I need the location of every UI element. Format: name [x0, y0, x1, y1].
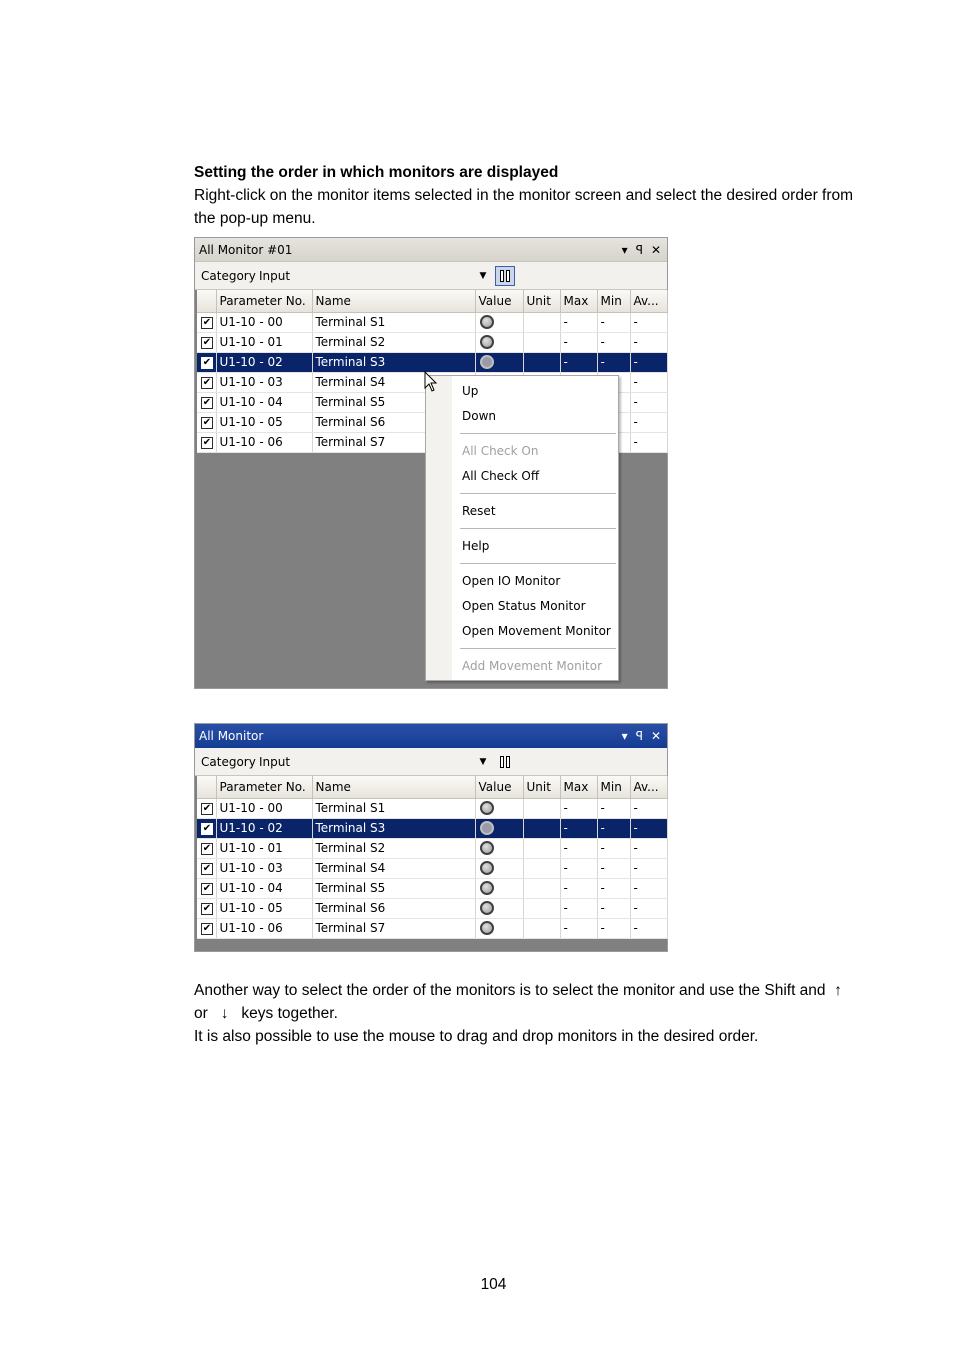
close-icon[interactable]: ✕ [650, 729, 661, 743]
header-checkbox [197, 290, 216, 312]
name-cell: Terminal S6 [312, 412, 475, 432]
checkbox-checked-icon[interactable]: ✔ [202, 316, 212, 328]
checkbox-checked-icon[interactable]: ✔ [202, 822, 212, 834]
outro-text-1c: keys together. [241, 1005, 338, 1022]
status-lamp-icon [480, 801, 494, 815]
menu-separator [460, 493, 616, 494]
unit-cell [523, 352, 560, 372]
outro-line-2 [194, 1002, 874, 1025]
param-cell: U1-10 - 06 [216, 918, 312, 938]
av-cell: - [630, 818, 667, 838]
name-cell: Terminal S5 [312, 878, 475, 898]
param-cell: U1-10 - 04 [216, 878, 312, 898]
unit-cell [523, 858, 560, 878]
min-cell: - [597, 352, 630, 372]
param-cell: U1-10 - 02 [216, 818, 312, 838]
col-name[interactable]: Name [312, 776, 475, 798]
intro-paragraph: Right-click on the monitor items selected in the monitor screen and select the desired order from the pop-up menu. [194, 187, 854, 227]
pin-icon[interactable]: ꟼ [635, 242, 643, 257]
name-cell: Terminal S6 [312, 898, 475, 918]
outro-paragraph [194, 979, 874, 1048]
min-cell: - [597, 858, 630, 878]
param-cell: U1-10 - 04 [216, 392, 312, 412]
status-lamp-icon [480, 841, 494, 855]
arrow-down-icon: ↓ [220, 1005, 229, 1022]
checkbox-checked-icon[interactable]: ✔ [202, 882, 212, 894]
max-cell: - [560, 332, 597, 352]
status-lamp-icon [480, 901, 494, 915]
table-row[interactable] [197, 332, 667, 352]
av-cell: - [630, 352, 667, 372]
name-cell: Terminal S3 [312, 352, 475, 372]
dropdown-arrow-icon[interactable]: ▾ [621, 242, 628, 257]
checkbox-checked-icon[interactable]: ✔ [202, 436, 212, 448]
menu-separator [460, 563, 616, 564]
context-menu [425, 375, 619, 681]
av-cell: - [630, 878, 667, 898]
av-cell: - [630, 858, 667, 878]
close-icon[interactable]: ✕ [650, 242, 661, 257]
col-max[interactable]: Max [560, 290, 597, 312]
name-cell: Terminal S5 [312, 392, 475, 412]
menu-item-all-check-off[interactable]: All Check Off [462, 469, 540, 483]
col-parameter-no[interactable]: Parameter No. [216, 290, 312, 312]
mouse-cursor-icon [424, 371, 440, 395]
max-cell: - [560, 838, 597, 858]
param-cell: U1-10 - 01 [216, 838, 312, 858]
name-cell: Terminal S7 [312, 432, 475, 452]
menu-item-reset[interactable]: Reset [462, 504, 496, 518]
av-cell: - [630, 798, 667, 818]
min-cell: - [597, 918, 630, 938]
min-cell: - [597, 332, 630, 352]
category-label: Category [201, 268, 256, 283]
col-average[interactable]: Av... [630, 776, 667, 798]
checkbox-checked-icon[interactable]: ✔ [202, 416, 212, 428]
av-cell: - [630, 838, 667, 858]
av-cell: - [630, 392, 667, 412]
menu-separator [460, 648, 616, 649]
checkbox-checked-icon[interactable]: ✔ [202, 862, 212, 874]
chevron-down-icon[interactable]: ▼ [479, 756, 487, 767]
menu-item-open-status-monitor[interactable]: Open Status Monitor [462, 599, 586, 613]
outro-text-1b: or [194, 1005, 208, 1022]
max-cell: - [560, 918, 597, 938]
menu-separator [460, 433, 616, 434]
chevron-down-icon[interactable]: ▼ [479, 270, 487, 281]
unit-cell [523, 898, 560, 918]
param-cell: U1-10 - 01 [216, 332, 312, 352]
status-lamp-icon [480, 921, 494, 935]
menu-separator [460, 528, 616, 529]
category-select[interactable]: Input [259, 268, 291, 283]
dropdown-arrow-icon[interactable]: ▾ [621, 729, 628, 743]
page-number: 104 [480, 1276, 507, 1293]
table-row[interactable] [197, 798, 667, 818]
max-cell: - [560, 818, 597, 838]
unit-cell [523, 312, 560, 332]
table-row[interactable] [197, 898, 667, 918]
col-max[interactable]: Max [560, 776, 597, 798]
window-title: All Monitor [199, 729, 264, 743]
checkbox-checked-icon[interactable]: ✔ [202, 356, 212, 368]
name-cell: Terminal S7 [312, 918, 475, 938]
outro-line-3: It is also possible to use the mouse to drag and drop monitors in the desired order. [194, 1028, 759, 1045]
table-row[interactable] [197, 838, 667, 858]
checkbox-checked-icon[interactable]: ✔ [202, 802, 212, 814]
max-cell: - [560, 312, 597, 332]
monitor-table [197, 776, 668, 939]
max-cell: - [560, 798, 597, 818]
outro-line-1 [194, 979, 874, 1002]
unit-cell [523, 878, 560, 898]
param-cell: U1-10 - 00 [216, 798, 312, 818]
name-cell: Terminal S2 [312, 332, 475, 352]
name-cell: Terminal S3 [312, 818, 475, 838]
status-lamp-icon [480, 821, 494, 835]
col-min[interactable]: Min [597, 290, 630, 312]
min-cell: - [597, 798, 630, 818]
param-cell: U1-10 - 05 [216, 898, 312, 918]
min-cell: - [597, 878, 630, 898]
category-select[interactable]: Input [259, 754, 291, 769]
table-row[interactable] [197, 918, 667, 938]
menu-item-open-io-monitor[interactable]: Open IO Monitor [462, 574, 561, 588]
av-cell: - [630, 412, 667, 432]
unit-cell [523, 818, 560, 838]
column-toggle-icon[interactable] [495, 752, 515, 772]
menu-item-open-movement-monitor[interactable]: Open Movement Monitor [462, 624, 611, 638]
name-cell: Terminal S4 [312, 858, 475, 878]
table-row[interactable] [197, 312, 667, 332]
name-cell: Terminal S1 [312, 312, 475, 332]
av-cell: - [630, 432, 667, 452]
category-label: Category [201, 754, 256, 769]
min-cell: - [597, 818, 630, 838]
menu-item-down[interactable]: Down [462, 409, 497, 423]
param-cell: U1-10 - 05 [216, 412, 312, 432]
menu-gutter [426, 376, 452, 680]
name-cell: Terminal S4 [312, 372, 475, 392]
menu-item-add-movement-monitor: Add Movement Monitor [462, 659, 603, 673]
col-value[interactable]: Value [475, 776, 523, 798]
checkbox-checked-icon[interactable]: ✔ [202, 336, 212, 348]
col-unit[interactable]: Unit [523, 776, 560, 798]
unit-cell [523, 332, 560, 352]
column-toggle-icon[interactable] [495, 266, 515, 286]
min-cell: - [597, 838, 630, 858]
col-name[interactable]: Name [312, 290, 475, 312]
av-cell: - [630, 918, 667, 938]
outro-text-1a: Another way to select the order of the monitors is to select the monitor and use the Shift and [194, 982, 826, 999]
table-row[interactable] [197, 858, 667, 878]
status-lamp-icon [480, 355, 494, 369]
max-cell: - [560, 878, 597, 898]
category-bar [195, 748, 667, 776]
max-cell: - [560, 898, 597, 918]
header-checkbox [197, 776, 216, 798]
col-average[interactable]: Av... [630, 290, 667, 312]
table-row[interactable] [197, 878, 667, 898]
name-cell: Terminal S1 [312, 798, 475, 818]
window-titlebar[interactable] [195, 724, 667, 748]
av-cell: - [630, 898, 667, 918]
menu-item-all-check-on: All Check On [462, 444, 539, 458]
table-row-selected[interactable] [197, 352, 667, 372]
param-cell: U1-10 - 03 [216, 372, 312, 392]
col-value[interactable]: Value [475, 290, 523, 312]
min-cell: - [597, 312, 630, 332]
col-min[interactable]: Min [597, 776, 630, 798]
checkbox-checked-icon[interactable]: ✔ [202, 902, 212, 914]
status-lamp-icon [480, 335, 494, 349]
category-bar [195, 262, 667, 290]
param-cell: U1-10 - 06 [216, 432, 312, 452]
table-row-selected[interactable] [197, 818, 667, 838]
unit-cell [523, 918, 560, 938]
menu-item-up[interactable]: Up [462, 384, 479, 398]
checkbox-checked-icon[interactable]: ✔ [202, 922, 212, 934]
unit-cell [523, 798, 560, 818]
max-cell: - [560, 352, 597, 372]
param-cell: U1-10 - 03 [216, 858, 312, 878]
max-cell: - [560, 858, 597, 878]
checkbox-checked-icon[interactable]: ✔ [202, 376, 212, 388]
status-lamp-icon [480, 861, 494, 875]
min-cell: - [597, 898, 630, 918]
col-unit[interactable]: Unit [523, 290, 560, 312]
name-cell: Terminal S2 [312, 838, 475, 858]
arrow-up-icon: ↑ [834, 982, 842, 999]
param-cell: U1-10 - 02 [216, 352, 312, 372]
av-cell: - [630, 312, 667, 332]
av-cell: - [630, 372, 667, 392]
param-cell: U1-10 - 00 [216, 312, 312, 332]
unit-cell [523, 838, 560, 858]
status-lamp-icon [480, 881, 494, 895]
pin-icon[interactable]: ꟼ [635, 729, 643, 743]
status-lamp-icon [480, 315, 494, 329]
section-heading: Setting the order in which monitors are displayed [194, 164, 559, 181]
av-cell: - [630, 332, 667, 352]
menu-item-help[interactable]: Help [462, 539, 490, 553]
checkbox-checked-icon[interactable]: ✔ [202, 842, 212, 854]
all-monitor-window-2 [194, 723, 668, 952]
checkbox-checked-icon[interactable]: ✔ [202, 396, 212, 408]
window-titlebar[interactable] [195, 238, 667, 262]
col-parameter-no[interactable]: Parameter No. [216, 776, 312, 798]
window-title: All Monitor #01 [199, 242, 293, 257]
